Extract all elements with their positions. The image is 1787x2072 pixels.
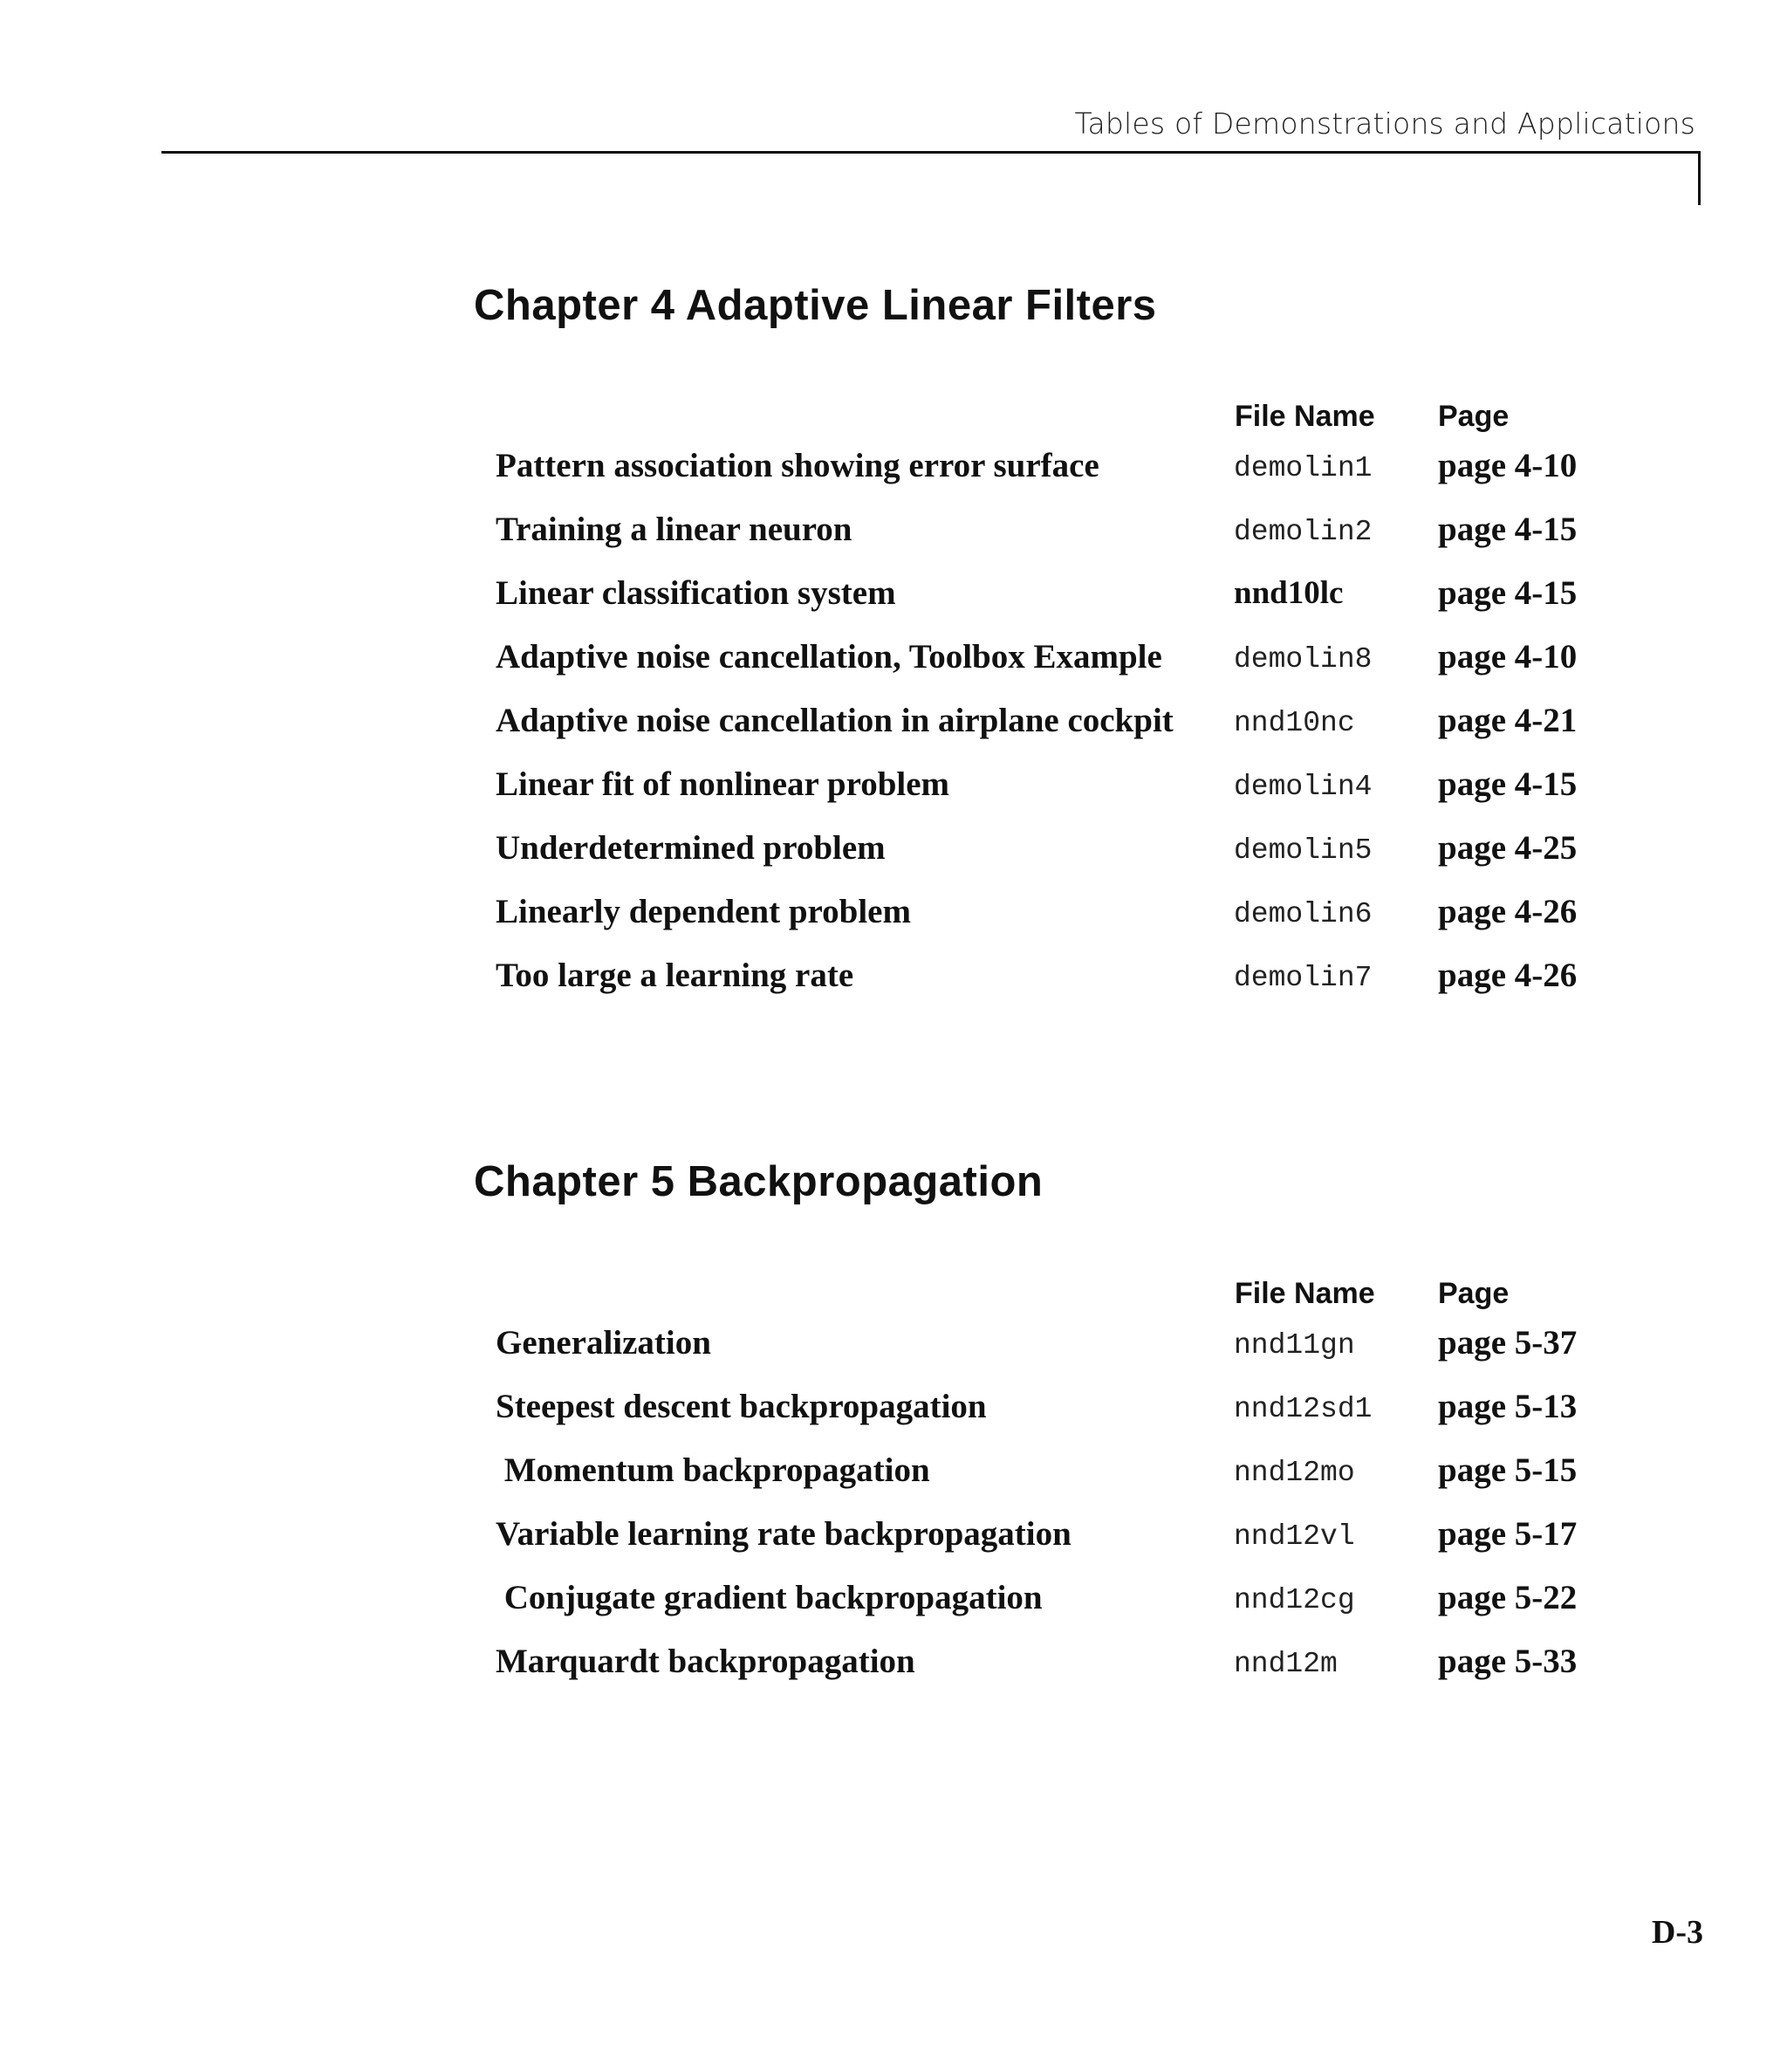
demo-page-ref: page 4-25 — [1438, 829, 1578, 867]
demo-page-ref: page 5-17 — [1438, 1515, 1578, 1553]
demo-file-name: demolin7 — [1234, 962, 1373, 994]
chapter-4-title: Chapter 4 Adaptive Linear Filters — [474, 282, 1157, 329]
table-row — [0, 1387, 1787, 1451]
demo-description: Linear fit of nonlinear problem — [496, 765, 950, 803]
demo-page-ref: page 5-13 — [1438, 1388, 1578, 1425]
demo-file-name: demolin8 — [1234, 643, 1373, 676]
table-row — [0, 956, 1787, 1019]
page-number: D-3 — [1651, 1914, 1703, 1951]
table-row — [0, 1642, 1787, 1705]
table-row — [0, 510, 1787, 573]
chapter-5-file-name-header: File Name — [1235, 1277, 1375, 1310]
table-row — [0, 765, 1787, 828]
demo-description: Linearly dependent problem — [496, 893, 911, 930]
demo-description: Pattern association showing error surface — [496, 447, 1099, 484]
header-rule — [161, 151, 1701, 154]
chapter-4-file-name-header: File Name — [1235, 400, 1375, 433]
demo-page-ref: page 4-21 — [1438, 702, 1578, 739]
table-row — [0, 1514, 1787, 1578]
demo-description: Variable learning rate backpropagation — [496, 1515, 1072, 1553]
chapter-5-page-header: Page — [1438, 1277, 1510, 1310]
demo-page-ref: page 4-26 — [1438, 957, 1578, 994]
demo-file-name: nnd12sd1 — [1234, 1393, 1373, 1425]
demo-file-name: nnd12cg — [1234, 1584, 1355, 1616]
running-header: Tables of Demonstrations and Applications — [1074, 106, 1695, 141]
demo-description: Steepest descent backpropagation — [496, 1388, 987, 1425]
demo-page-ref: page 5-22 — [1438, 1579, 1578, 1616]
table-row — [0, 1578, 1787, 1642]
demo-file-name: demolin6 — [1234, 898, 1373, 930]
demo-page-ref: page 4-15 — [1438, 574, 1578, 612]
table-row — [0, 1451, 1787, 1514]
demo-page-ref: page 4-10 — [1438, 447, 1578, 484]
table-row — [0, 892, 1787, 956]
demo-file-name: demolin4 — [1234, 771, 1373, 803]
table-row — [0, 828, 1787, 892]
demo-description: Training a linear neuron — [496, 511, 852, 548]
demo-description: Adaptive noise cancellation, Toolbox Example — [496, 638, 1162, 676]
demo-page-ref: page 4-26 — [1438, 893, 1578, 930]
table-row — [0, 1323, 1787, 1387]
demo-file-name: nnd12m — [1234, 1648, 1338, 1680]
demo-file-name: nnd11gn — [1234, 1329, 1355, 1362]
demo-description: Conjugate gradient backpropagation — [496, 1579, 1043, 1616]
header-rule-tick — [1698, 151, 1701, 205]
demo-page-ref: page 5-33 — [1438, 1643, 1578, 1680]
demo-file-name: nnd10nc — [1234, 707, 1355, 739]
demo-file-name: demolin1 — [1234, 452, 1373, 484]
demo-description: Generalization — [496, 1324, 711, 1362]
demo-description: Adaptive noise cancellation in airplane cockpit — [496, 702, 1174, 739]
demo-description: Linear classification system — [496, 574, 896, 612]
demo-file-name: nnd10lc — [1234, 575, 1344, 611]
demo-file-name: nnd12mo — [1234, 1457, 1355, 1489]
chapter-5-table — [0, 1323, 1787, 1705]
table-row — [0, 573, 1787, 637]
table-row — [0, 701, 1787, 765]
demo-file-name: demolin5 — [1234, 834, 1373, 867]
demo-page-ref: page 4-15 — [1438, 511, 1578, 548]
demo-page-ref: page 4-15 — [1438, 765, 1578, 803]
demo-page-ref: page 5-37 — [1438, 1324, 1578, 1362]
demo-description: Underdetermined problem — [496, 829, 886, 867]
demo-description: Too large a learning rate — [496, 957, 854, 994]
demo-file-name: nnd12vl — [1234, 1520, 1355, 1553]
demo-page-ref: page 4-10 — [1438, 638, 1578, 676]
demo-file-name: demolin2 — [1234, 516, 1373, 548]
chapter-4-page-header: Page — [1438, 400, 1510, 433]
chapter-4-table — [0, 446, 1787, 1019]
demo-description: Momentum backpropagation — [496, 1451, 930, 1489]
demo-description: Marquardt backpropagation — [496, 1643, 915, 1680]
demo-page-ref: page 5-15 — [1438, 1451, 1578, 1489]
chapter-5-title: Chapter 5 Backpropagation — [474, 1158, 1044, 1205]
table-row — [0, 446, 1787, 510]
table-row — [0, 637, 1787, 701]
